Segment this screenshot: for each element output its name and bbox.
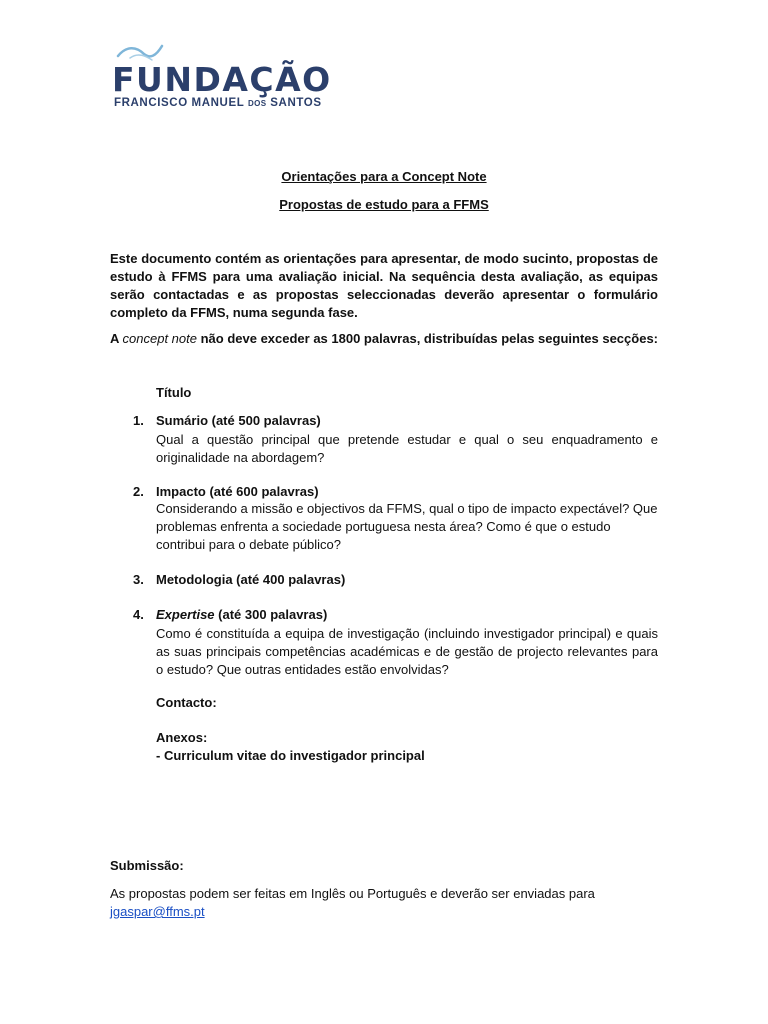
list-number: 3. <box>133 572 144 587</box>
item-summary-heading: Sumário (até 500 palavras) <box>156 413 321 428</box>
item-expertise-heading: Expertise (até 300 palavras) <box>156 607 328 622</box>
word-limit-paragraph: A concept note não deve exceder as 1800 palavras, distribuídas pelas seguintes secções: <box>110 331 659 346</box>
list-number: 4. <box>133 607 144 622</box>
ffms-logo <box>110 40 330 115</box>
item-methodology-heading: Metodologia (até 400 palavras) <box>156 572 346 587</box>
logo-subtitle: FRANCISCO MANUEL DOS SANTOS <box>114 97 322 109</box>
item-expertise-text: Como é constituída a equipa de investigação (incluindo investigador principal) e quais as suas principais competências académicas e de gestão de projecto relevantes para o estudo? Que outras entidades estão envolvidas? <box>156 626 658 677</box>
annexes-label: Anexos: <box>156 730 208 745</box>
submission-text: As propostas podem ser feitas em Inglês ou Português e deverão ser enviadas para jgaspar@ffms.pt <box>110 886 595 919</box>
logo-wordmark: FUNDAÇÃO <box>112 60 332 99</box>
item-impact-heading: Impacto (até 600 palavras) <box>156 484 319 499</box>
wave-logo-icon <box>116 42 166 62</box>
list-number: 2. <box>133 484 144 499</box>
item-summary-text: Qual a questão principal que pretende estudar e qual o seu enquadramento e originalidade na abordagem? <box>156 432 658 465</box>
item-impact-text: Considerando a missão e objectivos da FFMS, qual o tipo de impacto expectável? Que problemas enfrenta a sociedade portuguesa nesta área? Como é que o estudo contribui para o debate público? <box>156 501 658 552</box>
document-title: Orientações para a Concept Note <box>281 169 487 184</box>
annexes-item: - Curriculum vitae do investigador principal <box>156 748 425 763</box>
submission-email-link[interactable]: jgaspar@ffms.pt <box>110 904 205 919</box>
section-title-label: Título <box>156 385 192 400</box>
contact-label: Contacto: <box>156 695 217 710</box>
submission-label: Submissão: <box>110 858 184 873</box>
intro-paragraph: Este documento contém as orientações para apresentar, de modo sucinto, propostas de estudo à FFMS para uma avaliação inicial. Na sequência desta avaliação, as equipas serão contactadas e as propostas seleccionadas deverão apresentar o formulário completo da FFMS, numa segunda fase. <box>110 251 658 320</box>
list-number: 1. <box>133 413 144 428</box>
document-subtitle: Propostas de estudo para a FFMS <box>279 197 489 212</box>
